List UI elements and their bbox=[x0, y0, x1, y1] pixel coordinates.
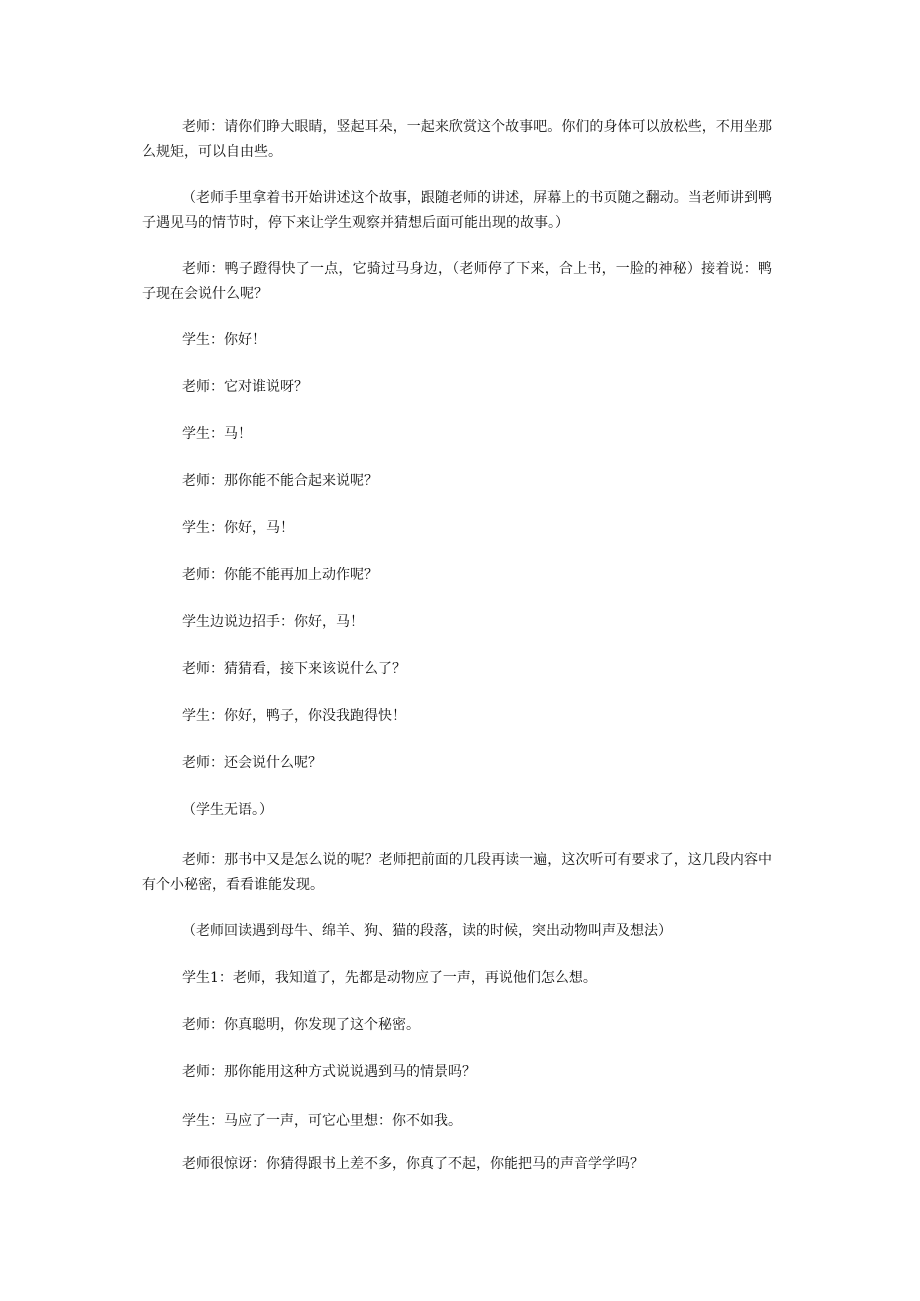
paragraph-teacher-intro: 老师：请你们睁大眼睛，竖起耳朵，一起来欣赏这个故事吧。你们的身体可以放松些，不用坐那么规矩，可以自由些。 bbox=[142, 119, 772, 160]
paragraph-teacher-surprised: 老师很惊讶：你猜得跟书上差不多，你真了不起，你能把马的声音学学吗？ bbox=[182, 1156, 644, 1172]
paragraph-student-duck-reply: 学生：你好，鸭子，你没我跑得快！ bbox=[182, 708, 406, 724]
paragraph-teacher-secret: 老师：那书中又是怎么说的呢？老师把前面的几段再读一遍，这次听可有要求了，这几段内容中有个小秘密，看看谁能发现。 bbox=[142, 852, 772, 893]
paragraph-student-horse: 学生：马！ bbox=[182, 426, 252, 442]
paragraph-teacher-what-else: 老师：还会说什么呢？ bbox=[182, 755, 322, 771]
paragraph-student-hello-horse: 学生：你好，马！ bbox=[182, 520, 294, 536]
paragraph-teacher-combine: 老师：那你能不能合起来说呢？ bbox=[182, 473, 378, 489]
paragraph-student-hello: 学生：你好！ bbox=[182, 332, 266, 348]
paragraph-teacher-action: 老师：你能不能再加上动作呢？ bbox=[182, 567, 378, 583]
paragraph-teacher-guess: 老师：猜猜看，接下来该说什么了？ bbox=[182, 661, 406, 677]
paragraph-teacher-praise: 老师：你真聪明，你发现了这个秘密。 bbox=[182, 1017, 420, 1033]
paragraph-student-silent: （学生无语。） bbox=[182, 802, 273, 818]
paragraph-student1-discovery: 学生1：老师，我知道了，先都是动物应了一声，再说他们怎么想。 bbox=[182, 970, 597, 986]
paragraph-teacher-horse-scene: 老师：那你能用这种方式说说遇到马的情景吗？ bbox=[182, 1064, 476, 1080]
paragraph-stage-direction-reading: （老师手里拿着书开始讲述这个故事，跟随老师的讲述，屏幕上的书页随之翻动。当老师讲到鸭子遇见马的情节时，停下来让学生观察并猜想后面可能出现的故事。） bbox=[142, 190, 772, 231]
paragraph-teacher-duck: 老师：鸭子蹬得快了一点，它骑过马身边，（老师停了下来，合上书，一脸的神秘）接着说：鸭子现在会说什么呢？ bbox=[142, 261, 772, 302]
paragraph-stage-direction-reread: （老师回读遇到母牛、绵羊、狗、猫的段落，读的时候，突出动物叫声及想法） bbox=[182, 923, 672, 939]
paragraph-student-wave: 学生边说边招手：你好，马！ bbox=[182, 614, 364, 630]
paragraph-student-horse-thought: 学生：马应了一声，可它心里想：你不如我。 bbox=[182, 1113, 462, 1129]
paragraph-teacher-who: 老师：它对谁说呀？ bbox=[182, 379, 308, 395]
